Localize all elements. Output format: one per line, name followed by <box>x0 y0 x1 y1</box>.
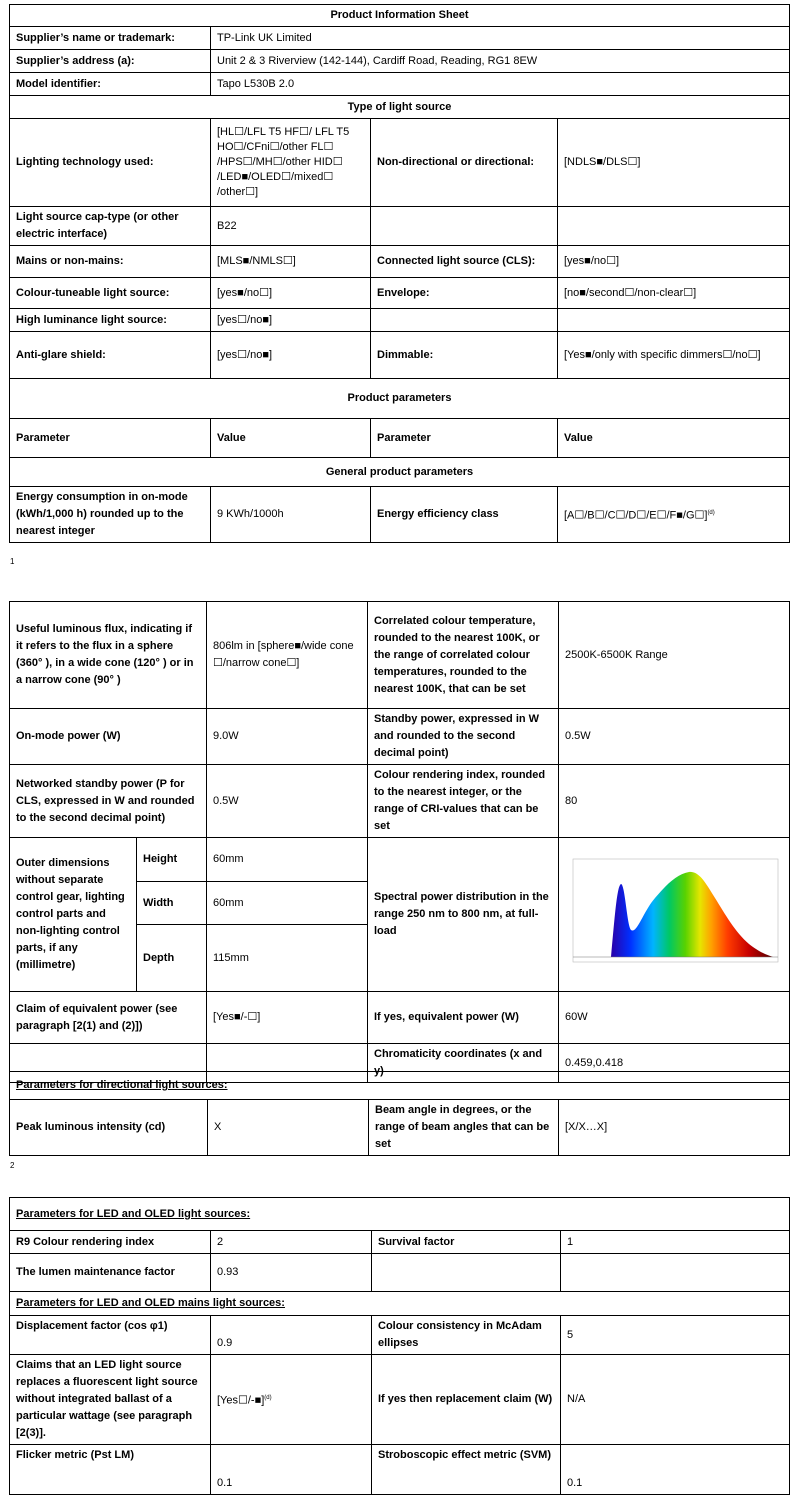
mcadam-value: 5 <box>561 1316 790 1355</box>
flicker-value: 0.1 <box>211 1445 372 1495</box>
tech-label: Lighting technology used: <box>10 119 211 207</box>
svm-value: 0.1 <box>561 1445 790 1495</box>
directional-label: Non-directional or directional: <box>371 119 558 207</box>
address-label: Supplier’s address (a): <box>10 50 211 73</box>
col-value-2: Value <box>558 419 790 458</box>
cri-value: 80 <box>559 765 790 838</box>
flux-value: 806lm in [sphere■/wide cone ☐/narrow cone☐] <box>207 602 368 709</box>
antiglare-value: [yes☐/no■] <box>211 332 371 379</box>
eec-footnote: (d) <box>707 509 715 516</box>
survival-label: Survival factor <box>372 1231 561 1254</box>
mains-value: [MLS■/NMLS☐] <box>211 246 371 278</box>
colour-tuneable-value: [yes■/no☐] <box>211 278 371 309</box>
cls-label: Connected light source (CLS): <box>371 246 558 278</box>
model-label: Model identifier: <box>10 73 211 96</box>
col-parameter-1: Parameter <box>10 419 211 458</box>
svm-label: Stroboscopic effect metric (SVM) <box>372 1445 561 1495</box>
led-parameters-table <box>9 1197 790 1495</box>
supplier-label: Supplier’s name or trademark: <box>10 27 211 50</box>
chroma-value: 0.459,0.418 <box>559 1044 790 1083</box>
high-lum-value: [yes☐/no■] <box>211 309 371 332</box>
standby-value: 0.5W <box>559 709 790 765</box>
dims-label: Outer dimensions without separate control gear, lighting control parts and non-lighting control parts, if any (millimetre) <box>10 838 137 992</box>
colour-tuneable-label: Colour-tuneable light source: <box>10 278 211 309</box>
dimmable-label: Dimmable: <box>371 332 558 379</box>
replace-cell <box>211 1355 372 1445</box>
mains-heading: Parameters for LED and OLED mains light sources: <box>10 1292 790 1316</box>
product-info-table <box>9 4 790 543</box>
lumen-maint-value: 0.93 <box>211 1254 372 1292</box>
general-heading: General product parameters <box>10 458 790 487</box>
spd-cell <box>559 838 790 992</box>
cap-label: Light source cap-type (or other electric interface) <box>10 207 211 246</box>
tech-value: [HL☐/LFL T5 HF☐/ LFL T5 HO☐/CFni☐/other FL☐ /HPS☐/MH☐/other HID☐ /LED■/OLED☐/mixed☐ /other☐] <box>211 119 371 207</box>
mains-label: Mains or non-mains: <box>10 246 211 278</box>
eec-value: [A☐/B☐/C☐/D☐/E☐/F■/G☐] <box>564 509 708 522</box>
address-value: Unit 2 & 3 Riverview (142-144), Cardiff Road, Reading, RG1 8EW <box>211 50 790 73</box>
spd-curve <box>611 871 773 956</box>
eec-label: Energy efficiency class <box>371 487 558 543</box>
cri-label: Colour rendering index, rounded to the nearest integer, or the range of CRI-values that can be set <box>368 765 559 838</box>
sheet-title: Product Information Sheet <box>10 5 790 27</box>
height-label: Height <box>137 838 207 882</box>
col-value-1: Value <box>211 419 371 458</box>
beam-label: Beam angle in degrees, or the range of beam angles that can be set <box>369 1100 559 1156</box>
equiv-power-label: If yes, equivalent power (W) <box>368 992 559 1044</box>
cct-label: Correlated colour temperature, rounded to the nearest 100K, or the range of correlated colour temperatures, rounded to the nearest 100K, that can be set <box>368 602 559 709</box>
standby-label: Standby power, expressed in W and rounded to the second decimal point) <box>368 709 559 765</box>
net-standby-label: Networked standby power (P for CLS, expressed in W and rounded to the second decimal point) <box>10 765 207 838</box>
directional-value: [NDLS■/DLS☐] <box>558 119 790 207</box>
supplier-value: TP-Link UK Limited <box>211 27 790 50</box>
equiv-value: [Yes■/-☐] <box>207 992 368 1044</box>
dimmable-value: [Yes■/only with specific dimmers☐/no☐] <box>558 332 790 379</box>
page-number-2: 2 <box>10 1161 15 1170</box>
replace-claim-label: If yes then replacement claim (W) <box>372 1355 561 1445</box>
r9-label: R9 Colour rendering index <box>10 1231 211 1254</box>
width-value: 60mm <box>207 882 368 925</box>
net-standby-value: 0.5W <box>207 765 368 838</box>
equiv-label: Claim of equivalent power (see paragraph [2(1) and (2)]) <box>10 992 207 1044</box>
product-params-heading: Product parameters <box>10 379 790 419</box>
replace-footnote: (d) <box>264 1394 272 1401</box>
peak-value: X <box>208 1100 369 1156</box>
antiglare-label: Anti-glare shield: <box>10 332 211 379</box>
beam-value: [X/X…X] <box>559 1100 790 1156</box>
width-label: Width <box>137 882 207 925</box>
depth-label: Depth <box>137 925 207 992</box>
flux-label: Useful luminous flux, indicating if it refers to the flux in a sphere (360° ), in a wide cone (120° ) or in a narrow cone (90° ) <box>10 602 207 709</box>
spd-label: Spectral power distribution in the range 250 nm to 800 nm, at full-load <box>368 838 559 992</box>
model-value: Tapo L530B 2.0 <box>211 73 790 96</box>
col-parameter-2: Parameter <box>371 419 558 458</box>
cap-value: B22 <box>211 207 371 246</box>
envelope-label: Envelope: <box>371 278 558 309</box>
r9-value: 2 <box>211 1231 372 1254</box>
type-heading: Type of light source <box>10 96 790 119</box>
height-value: 60mm <box>207 838 368 882</box>
cls-value: [yes■/no☐] <box>558 246 790 278</box>
energy-label: Energy consumption in on-mode (kWh/1,000 h) rounded up to the nearest integer <box>10 487 211 543</box>
high-lum-label: High luminance light source: <box>10 309 211 332</box>
peak-label: Peak luminous intensity (cd) <box>10 1100 208 1156</box>
page-number-1: 1 <box>10 557 15 566</box>
chroma-label: Chromaticity coordinates (x and y) <box>368 1044 559 1083</box>
directional-table <box>9 1071 790 1156</box>
cct-value: 2500K-6500K Range <box>559 602 790 709</box>
eec-cell <box>558 487 790 543</box>
mcadam-label: Colour consistency in McAdam ellipses <box>372 1316 561 1355</box>
energy-value: 9 KWh/1000h <box>211 487 371 543</box>
directional-heading: Parameters for directional light sources: <box>10 1072 790 1100</box>
envelope-value: [no■/second☐/non-clear☐] <box>558 278 790 309</box>
onmode-label: On-mode power (W) <box>10 709 207 765</box>
displacement-label: Displacement factor (cos φ1) <box>10 1316 211 1355</box>
equiv-power-value: 60W <box>559 992 790 1044</box>
product-parameters-table <box>9 601 790 1083</box>
lumen-maint-label: The lumen maintenance factor <box>10 1254 211 1292</box>
replace-label: Claims that an LED light source replaces a fluorescent light source without integrated ballast of a particular wattage (see paragraph [2(3)]. <box>10 1355 211 1445</box>
onmode-value: 9.0W <box>207 709 368 765</box>
replace-claim-value: N/A <box>561 1355 790 1445</box>
displacement-value: 0.9 <box>211 1316 372 1355</box>
led-heading: Parameters for LED and OLED light sources: <box>10 1198 790 1231</box>
survival-value: 1 <box>561 1231 790 1254</box>
spectral-power-distribution-image <box>563 854 781 976</box>
flicker-label: Flicker metric (Pst LM) <box>10 1445 211 1495</box>
replace-value: [Yes☐/-■] <box>217 1394 265 1407</box>
depth-value: 115mm <box>207 925 368 992</box>
